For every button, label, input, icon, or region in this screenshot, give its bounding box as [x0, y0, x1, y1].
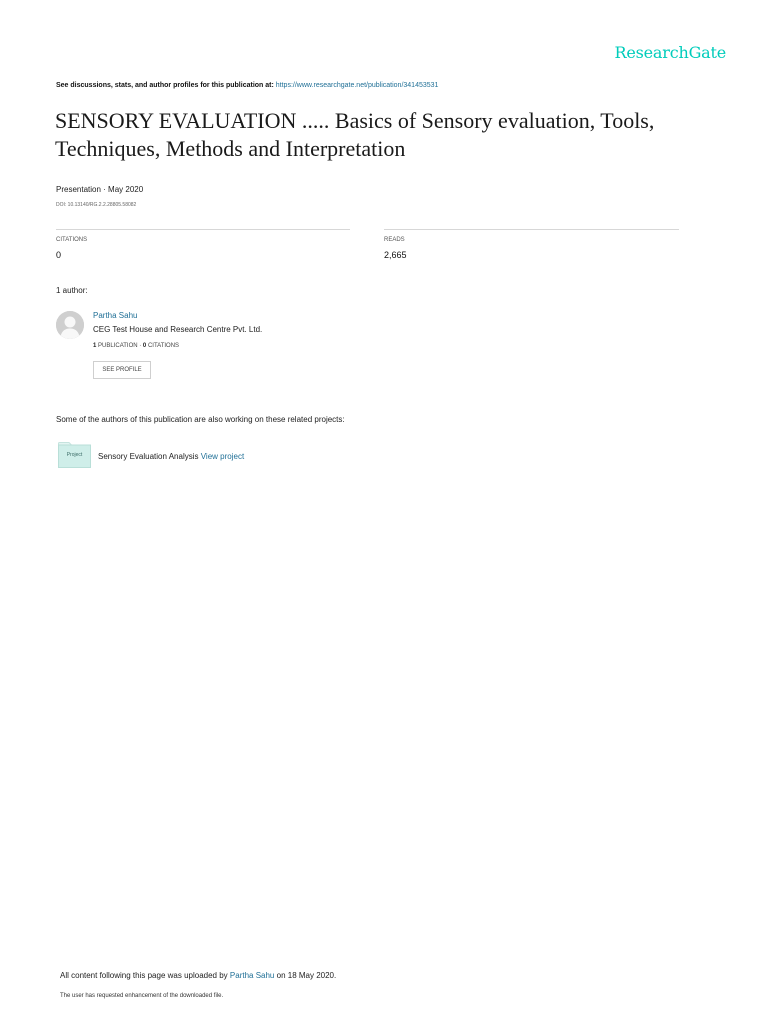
discussion-prefix: See discussions, stats, and author profiles for this publication at: [56, 82, 276, 89]
project-row [98, 452, 244, 461]
related-projects-heading: Some of the authors of this publication are also working on these related projects: [56, 415, 345, 424]
author-avatar[interactable] [56, 311, 84, 339]
publications-label: PUBLICATION [98, 343, 138, 349]
publication-url-link[interactable]: https://www.researchgate.net/publication/341453531 [275, 82, 439, 89]
upload-suffix: on 18 May 2020. [276, 971, 337, 980]
citations-divider [56, 229, 350, 230]
project-folder-icon[interactable] [58, 442, 91, 468]
upload-prefix: All content following this page was uploaded by [60, 971, 228, 980]
author-name-link[interactable]: Partha Sahu [93, 311, 138, 320]
upload-note [60, 971, 336, 980]
citations-label: CITATIONS [56, 237, 88, 243]
publications-count: 1 [93, 343, 97, 349]
author-citations-count: 0 [142, 343, 147, 349]
researchgate-logo[interactable]: ResearchGate [614, 43, 726, 62]
metrics-separator: · [139, 343, 142, 349]
publication-title: SENSORY EVALUATION ..... Basics of Sensory evaluation, Tools, Techniques, Methods and Interpretation [55, 108, 655, 161]
project-name: Sensory Evaluation Analysis [98, 452, 199, 461]
author-affiliation: CEG Test House and Research Centre Pvt. Ltd. [93, 325, 263, 334]
authors-heading: 1 author: [56, 286, 88, 295]
reads-label: READS [384, 237, 405, 243]
see-profile-button[interactable]: SEE PROFILE [93, 361, 151, 379]
reads-divider [384, 229, 679, 230]
reads-value: 2,665 [384, 250, 407, 260]
discussion-line [56, 82, 438, 89]
publication-doi: DOI: 10.13140/RG.2.2.28805.58082 [56, 202, 137, 208]
author-metrics [93, 343, 179, 349]
view-project-link[interactable]: View project [200, 452, 245, 461]
citations-value: 0 [56, 250, 62, 260]
publication-type-date: Presentation · May 2020 [56, 185, 144, 194]
person-icon [56, 311, 84, 339]
uploader-link[interactable]: Partha Sahu [229, 971, 275, 980]
folder-label: Project [66, 452, 83, 458]
author-citations-label: CITATIONS [147, 343, 180, 349]
enhancement-note: The user has requested enhancement of the downloaded file. [60, 993, 224, 999]
